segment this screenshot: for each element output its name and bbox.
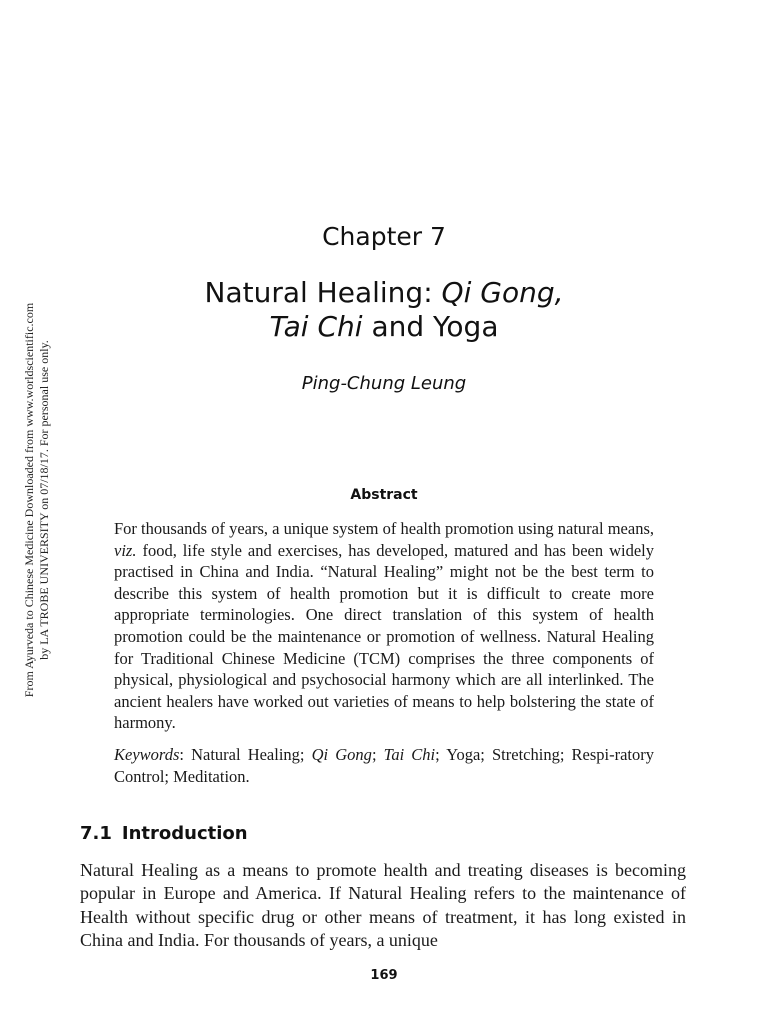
- chapter-title: [0, 276, 768, 344]
- abstract-text-rest: food, life style and exercises, has developed, matured and has been widely practised in China and India. “Natural Healing” might not be the best term to describe this system of health promotion but it is difficult to create more appropriate terminologies. One direct translation of this system of health promotion could be the maintenance or promotion of wellness. Natural Healing for Traditional Chinese Medicine (TCM) comprises the three components of physical, physiological and psychosocial harmony which are all interlinked. The ancient healers have worked out varieties of means to help bolstering the state of harmony.: [114, 540, 654, 733]
- keywords-rest: ; Yoga; Stretching; Respi-ratory Control; Meditation.: [114, 745, 655, 786]
- page-number: 169: [370, 968, 398, 983]
- section-number: 7.1: [80, 823, 112, 844]
- introduction-text: Natural Healing as a means to promote health and treating diseases is becoming popular in Europe and America. If Natural Healing refers to the maintenance of Health without specific drug or other means of treatment, it has long existed in China and India. For thousands of years, a unique: [80, 860, 686, 951]
- keywords: [114, 744, 654, 787]
- abstract-viz: viz.: [114, 540, 137, 560]
- download-notice-line-1: From Ayurveda to Chinese Medicine Downloaded from www.worldscientific.com: [22, 302, 36, 698]
- chapter-title-part-2: and Yoga: [362, 310, 499, 343]
- chapter-title-italic-2: Tai Chi: [269, 310, 363, 343]
- chapter-title-part-1: Natural Healing:: [204, 276, 442, 309]
- author-name: Ping-Chung Leung: [301, 373, 467, 394]
- abstract-text: [114, 518, 654, 734]
- section-title: Introduction: [121, 823, 248, 844]
- download-notice-line-2: by LA TROBE UNIVERSITY on 07/18/17. For personal use only.: [37, 340, 51, 660]
- section-heading: [80, 823, 248, 844]
- keywords-sep-1: : Natural Healing;: [179, 745, 312, 764]
- chapter-label: Chapter 7: [322, 222, 446, 251]
- keyword-tai-chi: Tai Chi: [383, 745, 436, 764]
- abstract-text-start: For thousands of years, a unique system of health promotion using natural means,: [114, 519, 654, 538]
- keywords-label: Keywords: [114, 745, 180, 764]
- keyword-qi-gong: Qi Gong: [311, 745, 372, 764]
- abstract-heading: Abstract: [350, 487, 418, 503]
- chapter-title-italic-1: Qi Gong,: [441, 276, 564, 309]
- keywords-sep-2: ;: [371, 745, 384, 764]
